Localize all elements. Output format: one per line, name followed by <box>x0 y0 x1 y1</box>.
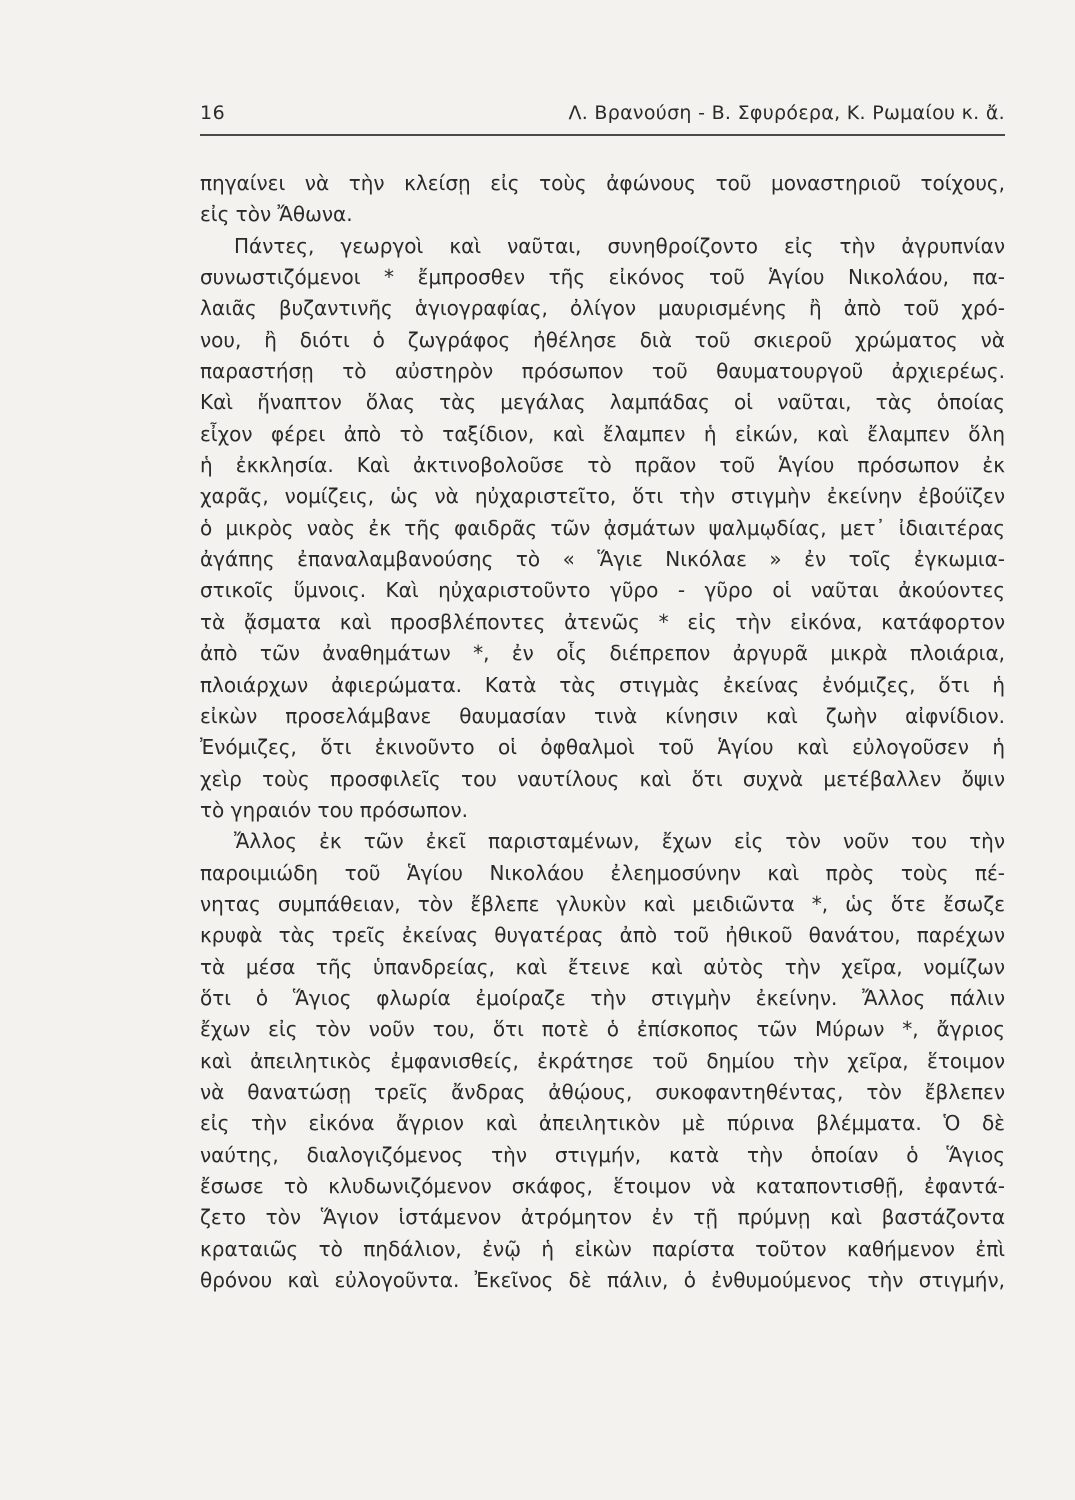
page-number: 16 <box>200 102 226 124</box>
text-line: εἶχον φέρει ἀπὸ τὸ ταξίδιον, καὶ ἔλαμπεν ἡ εἰκών, καὶ ἔλαμπεν ὅλη <box>200 421 1005 446</box>
text-line: χαρᾶς, νομίζεις, ὡς νὰ ηὐχαριστεῖτο, ὅτι τὴν στιγμὴν ἐκείνην ἐβούϊζεν <box>200 484 1005 509</box>
text-line: παροιμιώδη τοῦ Ἁγίου Νικολάου ἐλεημοσύνην καὶ πρὸς τοὺς πέ- <box>200 860 1005 885</box>
text-line: Καὶ ἥναπτον ὅλας τὰς μεγάλας λαμπάδας οἱ ναῦται, τὰς ὁποίας <box>200 390 1005 415</box>
text-line: τὰ μέσα τῆς ὑπανδρείας, καὶ ἔτεινε καὶ αὐτὸς τὴν χεῖρα, νομίζων <box>200 954 1005 979</box>
text-line: ἔσωσε τὸ κλυδωνιζόμενον σκάφος, ἕτοιμον νὰ καταποντισθῇ, ἐφαντά- <box>200 1174 1005 1198</box>
text-line: πλοιάρχων ἀφιερώματα. Κατὰ τὰς στιγμὰς ἐκείνας ἐνόμιζες, ὅτι ἡ <box>200 672 1005 697</box>
text-line: ζετο τὸν Ἅγιον ἱστάμενον ἀτρόμητον ἐν τῇ πρύμνῃ καὶ βαστάζοντα <box>200 1205 1005 1230</box>
text-line: καὶ ἀπειλητικὸς ἐμφανισθείς, ἐκράτησε τοῦ δημίου τὴν χεῖρα, ἕτοιμον <box>200 1048 1005 1073</box>
running-header <box>200 100 1005 136</box>
text-line: λαιᾶς βυζαντινῆς ἁγιογραφίας, ὀλίγον μαυρισμένης ἢ ἀπὸ τοῦ χρό- <box>200 296 1005 321</box>
text-line: ἔχων εἰς τὸν νοῦν του, ὅτι ποτὲ ὁ ἐπίσκοπος τῶν Μύρων *, ἄγριος <box>200 1017 1005 1042</box>
body-text <box>200 168 1005 1296</box>
text-line: Πάντες, γεωργοὶ καὶ ναῦται, συνηθροίζοντο εἰς τὴν ἀγρυπνίαν <box>234 233 1005 258</box>
text-line: χεὶρ τοὺς προσφιλεῖς του ναυτίλους καὶ ὅτι συχνὰ μετέβαλλεν ὄψιν <box>200 766 1005 791</box>
text-line: εἰς τὸν Ἄθωνα. <box>200 202 353 227</box>
text-line: ναύτης, διαλογιζόμενος τὴν στιγμήν, κατὰ τὴν ὁποίαν ὁ Ἅγιος <box>200 1142 1005 1167</box>
text-line: κραταιῶς τὸ πηδάλιον, ἐνῷ ἡ εἰκὼν παρίστα τοῦτον καθήμενον ἐπὶ <box>200 1236 1005 1261</box>
text-line: θρόνου καὶ εὐλογοῦντα. Ἐκεῖνος δὲ πάλιν, ὁ ἐνθυμούμενος τὴν στιγμήν, <box>200 1268 1005 1293</box>
text-line: Ἐνόμιζες, ὅτι ἐκινοῦντο οἱ ὀφθαλμοὶ τοῦ Ἁγίου καὶ εὐλογοῦσεν ἡ <box>200 735 1005 760</box>
text-line: εἰκὼν προσελάμβανε θαυμασίαν τινὰ κίνησιν καὶ ζωὴν αἰφνίδιον. <box>200 703 1005 728</box>
text-line: ἡ ἐκκλησία. Καὶ ἀκτινοβολοῦσε τὸ πρᾶον τοῦ Ἁγίου πρόσωπον ἐκ <box>200 453 1005 478</box>
text-line: τὸ γηραιόν του πρόσωπον. <box>200 797 468 822</box>
text-line: ἀγάπης ἐπαναλαμβανούσης τὸ « Ἅγιε Νικόλαε » ἐν τοῖς ἐγκωμια- <box>200 547 1005 572</box>
text-line: νητας συμπάθειαν, τὸν ἔβλεπε γλυκὺν καὶ μειδιῶντα *, ὡς ὅτε ἔσωζε <box>200 891 1005 916</box>
text-line: στικοῖς ὕμνοις. Καὶ ηὐχαριστοῦντο γῦρο - γῦρο οἱ ναῦται ἀκούοντες <box>200 578 1005 603</box>
text-line: νὰ θανατώσῃ τρεῖς ἄνδρας ἀθῴους, συκοφαντηθέντας, τὸν ἔβλεπεν <box>200 1079 1005 1104</box>
text-line: τὰ ᾄσματα καὶ προσβλέποντες ἀτενῶς * εἰς τὴν εἰκόνα, κατάφορτον <box>200 609 1005 634</box>
running-title: Λ. Βρανούση - Β. Σφυρόερα, Κ. Ρωμαίου κ. ἄ. <box>568 102 1005 124</box>
text-line: ὅτι ὁ Ἅγιος φλωρία ἐμοίραζε τὴν στιγμὴν ἐκείνην. Ἄλλος πάλιν <box>200 985 1005 1010</box>
text-line: κρυφὰ τὰς τρεῖς ἐκείνας θυγατέρας ἀπὸ τοῦ ἠθικοῦ θανάτου, παρέχων <box>200 923 1005 948</box>
text-line: εἰς τὴν εἰκόνα ἄγριον καὶ ἀπειλητικὸν μὲ πύρινα βλέμματα. Ὁ δὲ <box>200 1111 1005 1136</box>
text-line: ὁ μικρὸς ναὸς ἐκ τῆς φαιδρᾶς τῶν ᾀσμάτων ψαλμῳδίας, μετ᾽ ἰδιαιτέρας <box>200 515 1005 540</box>
text-line: ἀπὸ τῶν ἀναθημάτων *, ἐν οἷς διέπρεπον ἀργυρᾶ μικρὰ πλοιάρια, <box>200 641 1005 666</box>
text-line: παραστήσῃ τὸ αὐστηρὸν πρόσωπον τοῦ θαυματουργοῦ ἀρχιερέως. <box>200 359 1005 384</box>
text-line: Ἄλλος ἐκ τῶν ἐκεῖ παρισταμένων, ἔχων εἰς τὸν νοῦν του τὴν <box>234 829 1005 854</box>
text-line: πηγαίνει νὰ τὴν κλείσῃ εἰς τοὺς ἀφώνους τοῦ μοναστηριοῦ τοίχους, <box>200 171 1005 195</box>
text-line: συνωστιζόμενοι * ἔμπροσθεν τῆς εἰκόνος τοῦ Ἁγίου Νικολάου, πα- <box>200 265 1005 290</box>
text-line: νου, ἢ διότι ὁ ζωγράφος ἠθέλησε διὰ τοῦ σκιεροῦ χρώματος νὰ <box>200 327 1005 352</box>
